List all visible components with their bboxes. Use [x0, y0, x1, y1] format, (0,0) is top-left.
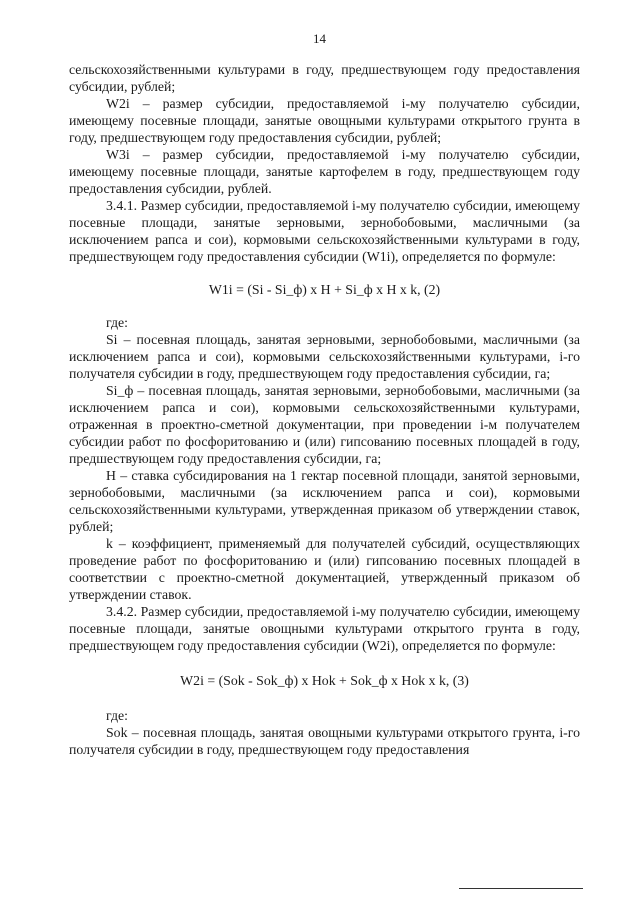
page-number: 14 [313, 31, 326, 46]
paragraph-w3i-definition: W3i – размер субсидии, предоставляемой i-му получателю субсидии, имеющему посевные площади, занятые картофелем в году, предшествующем году предоставления субсидии, рублей. [69, 147, 580, 196]
paragraph-3-4-2: 3.4.2. Размер субсидии, предоставляемой i-му получателю субсидии, имеющему посевные площади, занятые овощными культурами открытого грунта в году, предшествующем году предоставления субсидии (W2i), определяется по формуле: [69, 604, 580, 653]
where-label-1: где: [106, 315, 128, 330]
document-body [69, 61, 580, 758]
paragraph-sok-definition: Sok – посевная площадь, занятая овощными культурами открытого грунта, i-го получателя субсидии в году, предшествующем году предоставления [69, 725, 580, 757]
paragraph-3-4-1: 3.4.1. Размер субсидии, предоставляемой i-му получателю субсидии, имеющему посевные площади, занятые зерновыми, зернобобовыми, масличными (за исключением рапса и сои), кормовыми сельскохозяйственными культурами в году, предшествующем году предоставления субсидии (W1i), определяется по формуле: [69, 198, 580, 264]
paragraph-h-definition: Н – ставка субсидирования на 1 гектар посевной площади, занятой зерновыми, зернобобовыми, масличными (за исключением рапса и сои), кормовыми сельскохозяйственными культурами, утвержденная приказом об утверждении ставок, рублей; [69, 468, 580, 534]
paragraph-k-definition: k – коэффициент, применяемый для получателей субсидий, осуществляющих проведение работ по фосфоритованию и (или) гипсованию посевных площадей в соответствии с проектно-сметной документацией, утвержденный приказом об утверждении ставок. [69, 536, 580, 602]
paragraph-w2i-definition: W2i – размер субсидии, предоставляемой i-му получателю субсидии, имеющему посевные площади, занятые овощными культурами открытого грунта в году, предшествующем году предоставления субсидии, рублей; [69, 96, 580, 145]
paragraph-si-definition: Si – посевная площадь, занятая зерновыми, зернобобовыми, масличными (за исключением рапса и сои), кормовыми сельскохозяйственными культурами, i-го получателя субсидии в году, предшествующем году предоставления субсидии, га; [69, 332, 580, 381]
formula-w2i: W2i = (Sok - Sok_ф) x Hok + Sok_ф x Hok x k, (3) [180, 673, 469, 688]
paragraph-si-f-definition: Si_ф – посевная площадь, занятая зерновыми, зернобобовыми, масличными (за исключением рапса и сои), кормовыми сельскохозяйственными культурами, отраженная в проектно-сметной документации, при проведении i-м получателем субсидии работ по фосфоритованию и (или) гипсованию посевных площадей в году, предшествующем году предоставления субсидии, га; [69, 383, 580, 466]
formula-w1i: W1i = (Si - Si_ф) x H + Si_ф x H x k, (2) [208, 282, 441, 297]
where-label-2: где: [106, 708, 128, 723]
paragraph-continuation: сельскохозяйственными культурами в году, предшествующем году предоставления субсидии, рублей; [69, 62, 580, 94]
footer-rule [459, 888, 583, 889]
